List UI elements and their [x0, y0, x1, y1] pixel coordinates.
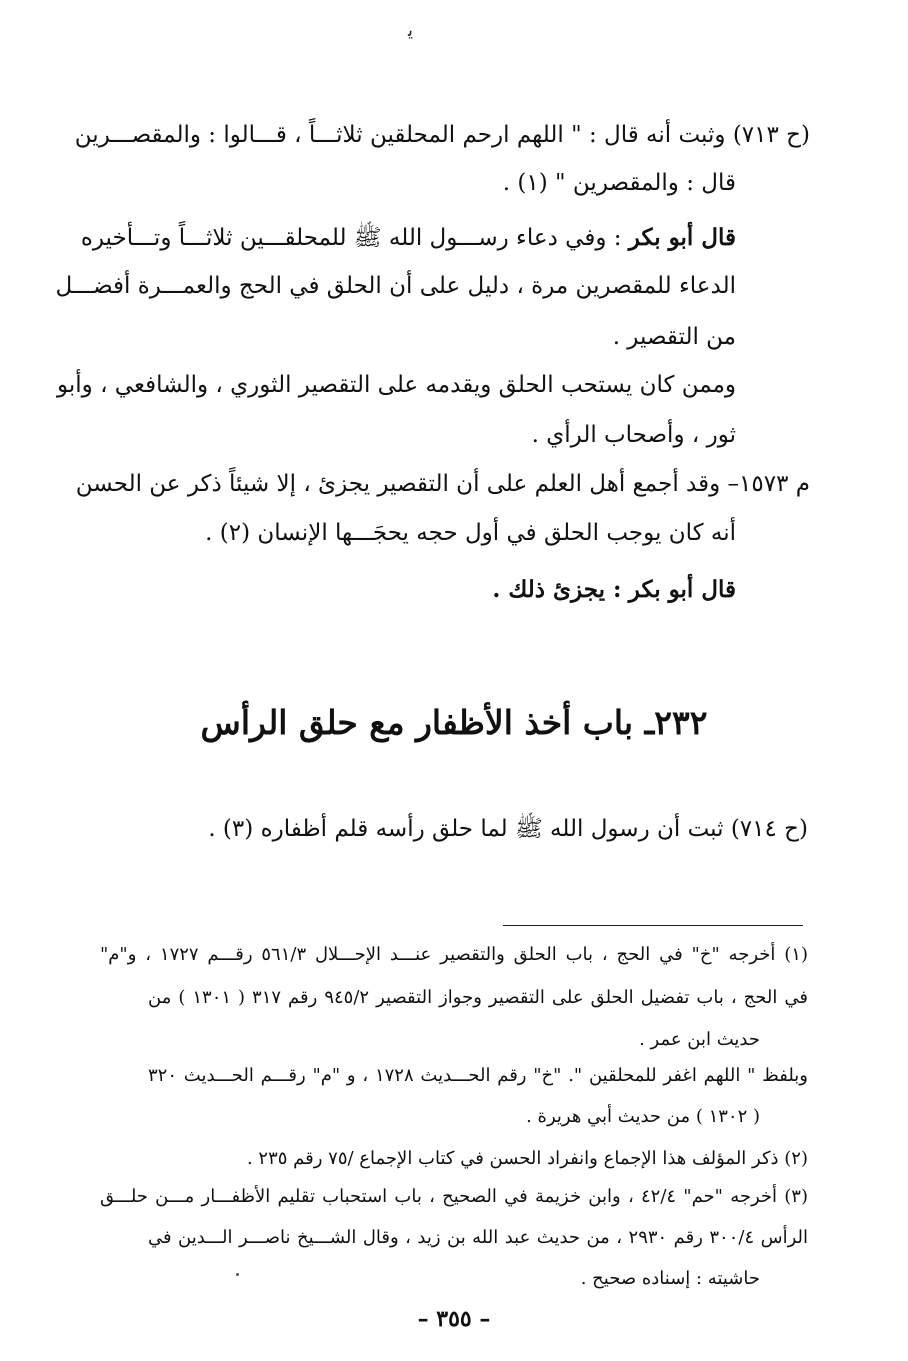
mimman-line-1: وممن كان يستحب الحلق ويقدمه على التقصير الثوري ، والشافعي ، وأبو	[56, 372, 736, 398]
scan-speck	[236, 1273, 239, 1276]
footnote-1-line-2: في الحج ، باب تفضيل الحلق على التقصير وجواز التقصير ٩٤٥/٢ رقم ٣١٧ ( ١٣٠١ ) من	[148, 987, 808, 1008]
footnote-3-line-3: حاشيته : إسناده صحيح .	[580, 1268, 760, 1289]
mimman-line-2: ثور ، وأصحاب الرأي .	[531, 422, 736, 448]
abubakr-label-2: قال أبو بكر	[628, 576, 736, 603]
abubakr-comment-1-text: : وفي دعاء رســـول الله ﷺ للمحلقـــين ثلاثـــاً وتـــأخيره	[80, 225, 622, 251]
masalah-1573-line-2: أنه كان يوجب الحلق في أول حجه يحجَـــها الإنسان (٢) .	[205, 520, 736, 546]
hadith-713-line-1: (ح ٧١٣) وثبت أنه قال : " اللهم ارحم المحلقين ثلاثـــاً ، قـــالوا : والمقصـــرين	[74, 122, 810, 148]
hadith-714: (ح ٧١٤) ثبت أن رسول الله ﷺ لما حلق رأسه قلم أظفاره (٣) .	[208, 816, 808, 842]
abubakr-label-1: قال أبو بكر	[628, 224, 736, 251]
footnote-1-line-3: حديث ابن عمر .	[639, 1029, 760, 1050]
footnote-2-line-1: (٢) ذكر المؤلف هذا الإجماع وانفراد الحسن في كتاب الإجماع /٧٥ رقم ٢٣٥ .	[246, 1148, 808, 1169]
top-mark: ﯾ	[408, 20, 414, 41]
footnote-separator	[503, 925, 803, 926]
abubakr-comment-1-line-2: الدعاء للمقصرين مرة ، دليل على أن الحلق في الحج والعمـــرة أفضـــل	[55, 273, 736, 299]
abubakr-comment-2	[492, 578, 736, 602]
page-number: – ٣٥٥ –	[417, 1306, 491, 1332]
abubakr-comment-2-text: : يجزئ ذلك .	[492, 576, 622, 603]
hadith-713-line-2: قال : والمقصرين " (١) .	[502, 170, 736, 196]
footnote-3-line-2: الرأس ٣٠٠/٤ رقم ٢٩٣٠ ، من حديث عبد الله بن زيد ، وقال الشـــيخ ناصـــر الـــدين في	[148, 1227, 808, 1248]
masalah-1573-line-1: م ١٥٧٣– وقد أجمع أهل العلم على أن التقصير يجزئ ، إلا شيئاً ذكر عن الحسن	[75, 471, 810, 497]
footnote-3-line-1: (٣) أخرجه "حم" ٤٢/٤ ، وابن خزيمة في الصحيح ، باب استحباب تقليم الأظفـــار مـــن حلـــق	[100, 1186, 808, 1207]
abubakr-comment-1-line-1	[80, 224, 736, 251]
abubakr-comment-1-line-3: من التقصير .	[612, 324, 736, 350]
footnote-1-line-4: وبلفظ " اللهم اغفر للمحلقين ". "خ" رقم الحـــديث ١٧٢٨ ، و "م" رقـــم الحـــديث ٣٢٠	[148, 1065, 808, 1086]
footnote-1-line-5: ( ١٣٠٢ ) من حديث أبي هريرة .	[526, 1106, 760, 1127]
footnote-1-line-1: (١) أخرجه "خ" في الحج ، باب الحلق والتقصير عنـــد الإحـــلال ٥٦١/٣ رقـــم ١٧٢٧ ، و"م"	[100, 944, 808, 965]
chapter-heading: ٢٣٢ـ باب أخذ الأظفار مع حلق الرأس	[200, 703, 708, 742]
